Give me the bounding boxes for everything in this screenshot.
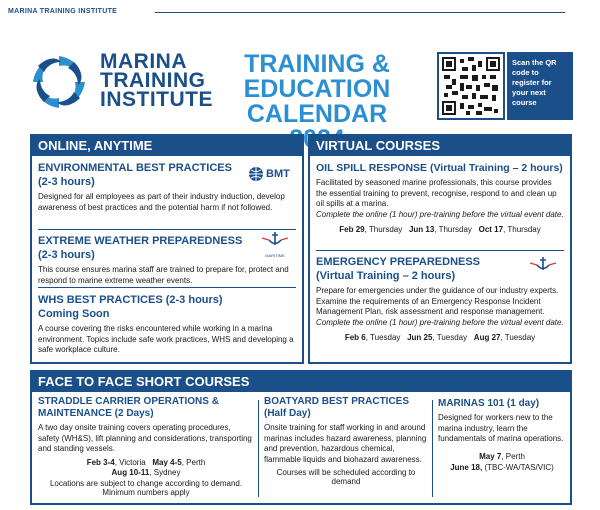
bmt-text: BMT	[266, 168, 290, 180]
course-dates	[38, 458, 254, 478]
swirl-logo-icon	[28, 52, 90, 112]
schedule-note: Courses will be scheduled according to demand	[276, 468, 416, 486]
section-divider	[38, 287, 296, 288]
date: Feb 6	[344, 333, 366, 342]
virtual-panel	[308, 134, 572, 364]
course-duration: (Virtual Training – 2 hours)	[316, 270, 456, 282]
course-description: A two day onsite training covers operating procedures, safety (WH&S), lift planning and considerations, transporting and standing vessels.	[38, 423, 252, 453]
date: Aug 10-11	[111, 467, 150, 477]
virtual-heading: VIRTUAL COURSES	[310, 136, 570, 156]
course-dates	[316, 333, 564, 342]
course-description: Designed for all employees as part of their industry induction, develop awareness of best practices and the potential harm if not followed.	[38, 192, 285, 212]
title-line-1: TRAINING &	[244, 50, 390, 78]
course-oil-spill[interactable]	[316, 161, 564, 234]
qr-code-icon	[442, 57, 500, 115]
weekday: , Tuesday	[432, 333, 468, 342]
course-whs[interactable]	[38, 293, 296, 356]
weekday: , Thursday	[434, 225, 472, 234]
bmt-logo	[248, 162, 292, 188]
course-title: WHS BEST PRACTICES (2-3 hours)	[38, 294, 223, 306]
weekday: , Thursday	[503, 225, 541, 234]
anchor-icon	[258, 230, 292, 248]
header-rule	[155, 12, 565, 13]
location: , Victoria	[114, 457, 146, 467]
date: Jun 25	[407, 333, 433, 342]
weekday: , Tuesday	[365, 333, 401, 342]
date: Jun 13	[408, 225, 435, 234]
weekday: , Thursday	[364, 225, 403, 234]
online-heading: ONLINE, ANYTIME	[32, 136, 302, 156]
course-description: Prepare for emergencies under the guidance of our industry experts. Examine the requirements of an Emergency Response Incident Management Plan, risk assessment and response management.	[316, 286, 559, 316]
logo-line-2: TRAINING	[100, 69, 206, 92]
course-description: A course covering the risks encountered while working in a marina environment. Topics include safe work practices, WHS and developing a safe workplace culture.	[38, 324, 294, 354]
title-line-2: EDUCATION	[243, 75, 391, 103]
course-straddle-carrier[interactable]	[38, 396, 254, 499]
maritime-logo	[258, 230, 292, 256]
column-divider	[258, 400, 259, 497]
date: Aug 27	[473, 333, 501, 342]
face-heading: FACE TO FACE SHORT COURSES	[32, 372, 570, 392]
weekday: , Tuesday	[500, 333, 536, 342]
location: , Perth	[501, 451, 525, 461]
location: , Perth	[181, 457, 206, 467]
pretraining-note: Complete the online (1 hour) pre-training before the virtual event date.	[316, 317, 564, 327]
institute-logo	[28, 52, 243, 112]
course-title: EXTREME WEATHER PREPAREDNESS	[38, 235, 243, 247]
date: May 7	[479, 451, 502, 461]
location-note: Locations are subject to change according to demand. Minimum numbers apply	[49, 478, 243, 497]
course-title: EMERGENCY PREPAREDNESS	[316, 256, 481, 268]
maritime-logo-text: MARITIME	[265, 253, 285, 258]
location: (TBC-WA/TAS/VIC)	[482, 462, 554, 472]
org-label: MARINA TRAINING INSTITUTE	[8, 8, 118, 15]
date: May 4-5	[152, 457, 182, 467]
date: June 18,	[450, 462, 483, 472]
title-line-3: CALENDAR	[246, 100, 388, 128]
bmt-globe-icon	[248, 166, 264, 182]
maritime-logo	[526, 255, 560, 281]
course-description: This course ensures marina staff are trained to prepare for, protect and respond to marine extreme weather events.	[38, 265, 289, 285]
date: Feb 29	[339, 225, 365, 234]
course-description: Onsite training for staff working in and around marinas includes hazard awareness, planning and prevention, hazardous chemical, flammable liquids and biohazard awareness.	[264, 423, 427, 464]
qr-instructions: Scan the QR code to register for your next course	[507, 52, 573, 120]
course-description: Facilitated by seasoned marine professionals, this course provides the essential training to prevent, recognise, respond to and clean up oil spills at a marina.	[316, 178, 557, 208]
course-title-cont: MAINTENANCE (2 Days)	[38, 408, 154, 419]
pretraining-note: Complete the online (1 hour) pre-training before the virtual event date.	[316, 209, 564, 219]
course-title: ENVIRONMENTAL BEST PRACTICES	[38, 162, 232, 174]
anchor-icon	[526, 255, 560, 273]
date: Feb 3-4	[86, 457, 115, 467]
course-title: MARINAS 101 (1 day)	[438, 398, 540, 409]
online-panel	[30, 134, 304, 364]
course-title: OIL SPILL RESPONSE (Virtual Training – 2 hours)	[316, 162, 563, 174]
coming-soon-label: Coming Soon	[38, 308, 110, 320]
qr-code[interactable]	[437, 52, 505, 120]
course-duration: (2-3 hours)	[38, 249, 95, 261]
course-duration: (2-3 hours)	[38, 176, 95, 188]
logo-line-1: MARINA	[100, 50, 187, 73]
course-boatyard[interactable]	[264, 396, 428, 499]
logo-line-3: INSTITUTE	[100, 88, 213, 111]
course-title: STRADDLE CARRIER OPERATIONS &	[38, 396, 219, 407]
course-duration: (Half Day)	[264, 408, 311, 419]
location: , Sydney	[149, 467, 181, 477]
course-dates	[316, 225, 564, 234]
section-divider	[316, 250, 564, 251]
face-to-face-panel	[30, 370, 572, 505]
date: Oct 17	[478, 225, 504, 234]
course-description: Designed for workers new to the marina industry, learn the fundamentals of marina operations.	[438, 413, 564, 443]
course-title: BOATYARD BEST PRACTICES	[264, 396, 410, 407]
course-dates	[438, 451, 566, 473]
course-marinas-101[interactable]	[438, 396, 566, 499]
column-divider	[432, 400, 433, 497]
